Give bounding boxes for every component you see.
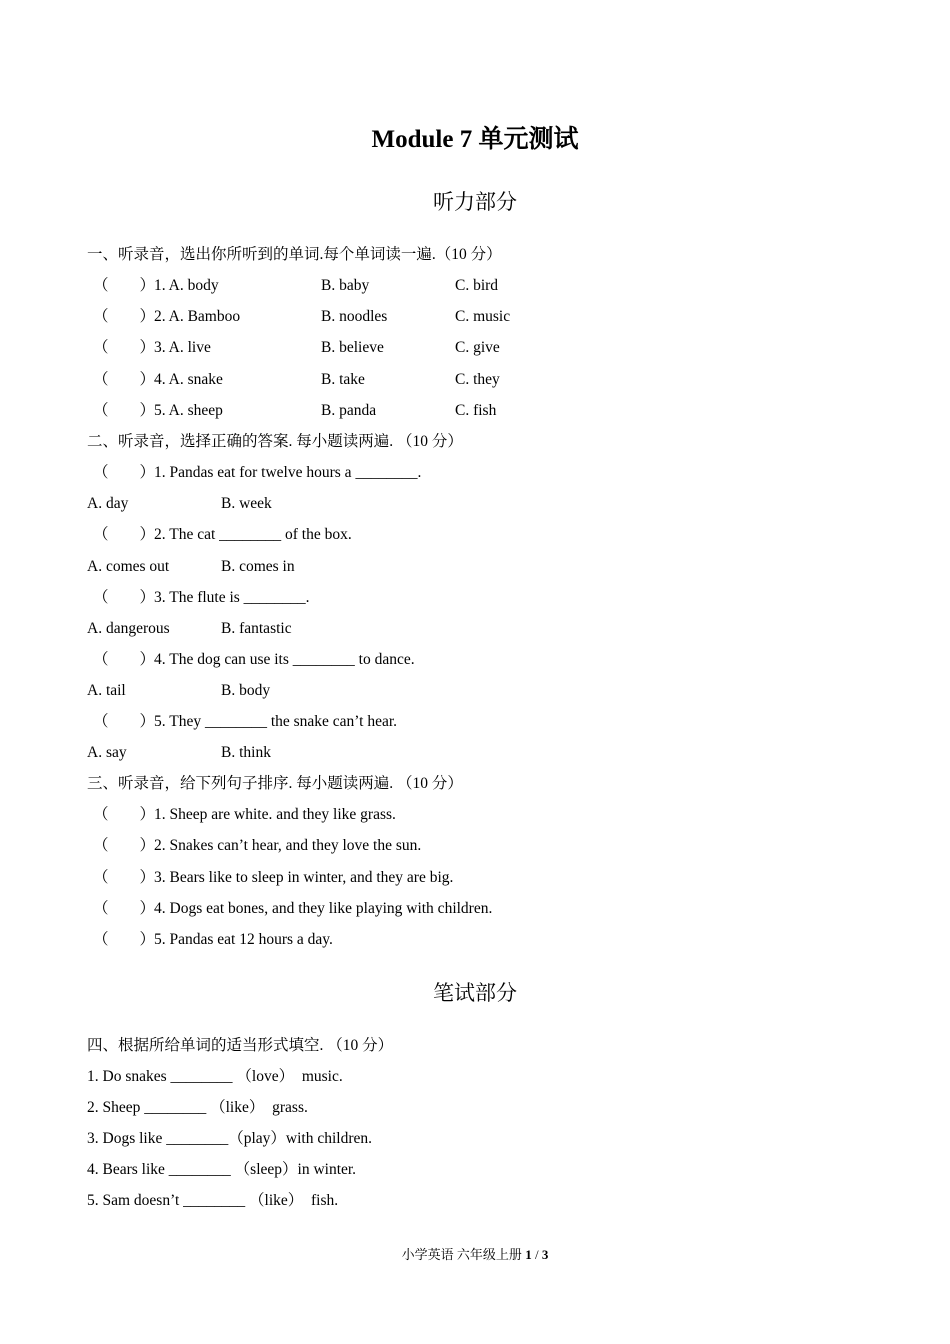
answer-blank[interactable]: （ ） — [93, 806, 156, 823]
answer-blank[interactable]: （ ） — [93, 651, 156, 668]
sentence-text: 3. Bears like to sleep in winter, and they are big. — [154, 869, 454, 886]
option-a: A. comes out — [87, 558, 170, 575]
question-text: 1. Pandas eat for twelve hours a ________. — [154, 464, 422, 481]
page-separator: / — [531, 1247, 542, 1262]
option-b: B. noodles — [321, 308, 388, 325]
fill-in-item[interactable]: 3. Dogs like ________（play）with children. — [87, 1130, 372, 1147]
option-b: B. think — [221, 744, 271, 761]
fill-in-item[interactable]: 2. Sheep ________ （like） grass. — [87, 1099, 308, 1116]
footer-text: 小学英语 六年级上册 — [401, 1247, 526, 1262]
option-a: 3. A. live — [154, 339, 211, 356]
sentence-text: 4. Dogs eat bones, and they like playing with children. — [154, 900, 493, 917]
option-a: 2. A. Bamboo — [154, 308, 241, 325]
answer-blank[interactable]: （ ） — [93, 464, 156, 481]
total-pages: 3 — [541, 1247, 549, 1262]
option-c: C. they — [455, 371, 500, 388]
answer-blank[interactable]: （ ） — [93, 308, 156, 325]
option-c: C. give — [455, 339, 500, 356]
option-a: A. say — [87, 744, 127, 761]
answer-blank[interactable]: （ ） — [93, 869, 156, 886]
sentence-text: 1. Sheep are white. and they like grass. — [154, 806, 396, 823]
question-text: 2. The cat ________ of the box. — [154, 526, 352, 543]
option-a: 1. A. body — [154, 277, 219, 294]
answer-blank[interactable]: （ ） — [93, 339, 156, 356]
sentence-text: 5. Pandas eat 12 hours a day. — [154, 931, 333, 948]
option-b: B. baby — [321, 277, 370, 294]
fill-in-item[interactable]: 5. Sam doesn’t ________ （like） fish. — [87, 1192, 339, 1209]
sentence-text: 2. Snakes can’t hear, and they love the sun. — [154, 837, 422, 854]
answer-blank[interactable]: （ ） — [93, 277, 156, 294]
option-b: B. believe — [321, 339, 384, 356]
page-footer — [0, 1245, 950, 1265]
option-b: B. fantastic — [221, 620, 292, 637]
answer-blank[interactable]: （ ） — [93, 371, 156, 388]
answer-blank[interactable]: （ ） — [93, 402, 156, 419]
writing-part-title: 笔试部分 — [433, 981, 517, 1005]
section1-heading: 一、听录音，选出你所听到的单词.每个单词读一遍.（10 分） — [87, 246, 502, 263]
option-b: B. panda — [321, 402, 377, 419]
answer-blank[interactable]: （ ） — [93, 589, 156, 606]
answer-blank[interactable]: （ ） — [93, 931, 156, 948]
answer-blank[interactable]: （ ） — [93, 713, 156, 730]
question-text: 3. The flute is ________. — [154, 589, 310, 606]
option-a: A. dangerous — [87, 620, 170, 637]
answer-blank[interactable]: （ ） — [93, 526, 156, 543]
option-a: 4. A. snake — [154, 371, 223, 388]
answer-blank[interactable]: （ ） — [93, 900, 156, 917]
answer-blank[interactable]: （ ） — [93, 837, 156, 854]
question-text: 5. They ________ the snake can’t hear. — [154, 713, 398, 730]
section3-heading: 三、听录音，给下列句子排序. 每小题读两遍. （10 分） — [87, 775, 463, 792]
option-b: B. comes in — [221, 558, 295, 575]
question-text: 4. The dog can use its ________ to dance. — [154, 651, 415, 668]
option-a: A. tail — [87, 682, 126, 699]
listening-part-title: 听力部分 — [433, 190, 517, 214]
page-number: 1 — [525, 1247, 532, 1262]
option-b: B. take — [321, 371, 365, 388]
fill-in-item[interactable]: 4. Bears like ________ （sleep）in winter. — [87, 1161, 357, 1178]
section4-heading: 四、根据所给单词的适当形式填空. （10 分） — [87, 1037, 394, 1054]
page-title: Module 7 单元测试 — [371, 126, 579, 153]
option-b: B. body — [221, 682, 271, 699]
fill-in-item[interactable]: 1. Do snakes ________ （love） music. — [87, 1068, 343, 1085]
option-a: 5. A. sheep — [154, 402, 223, 419]
option-c: C. bird — [455, 277, 499, 294]
section2-heading: 二、听录音，选择正确的答案. 每小题读两遍. （10 分） — [87, 433, 463, 450]
option-b: B. week — [221, 495, 272, 512]
option-a: A. day — [87, 495, 129, 512]
option-c: C. music — [455, 308, 511, 325]
option-c: C. fish — [455, 402, 497, 419]
